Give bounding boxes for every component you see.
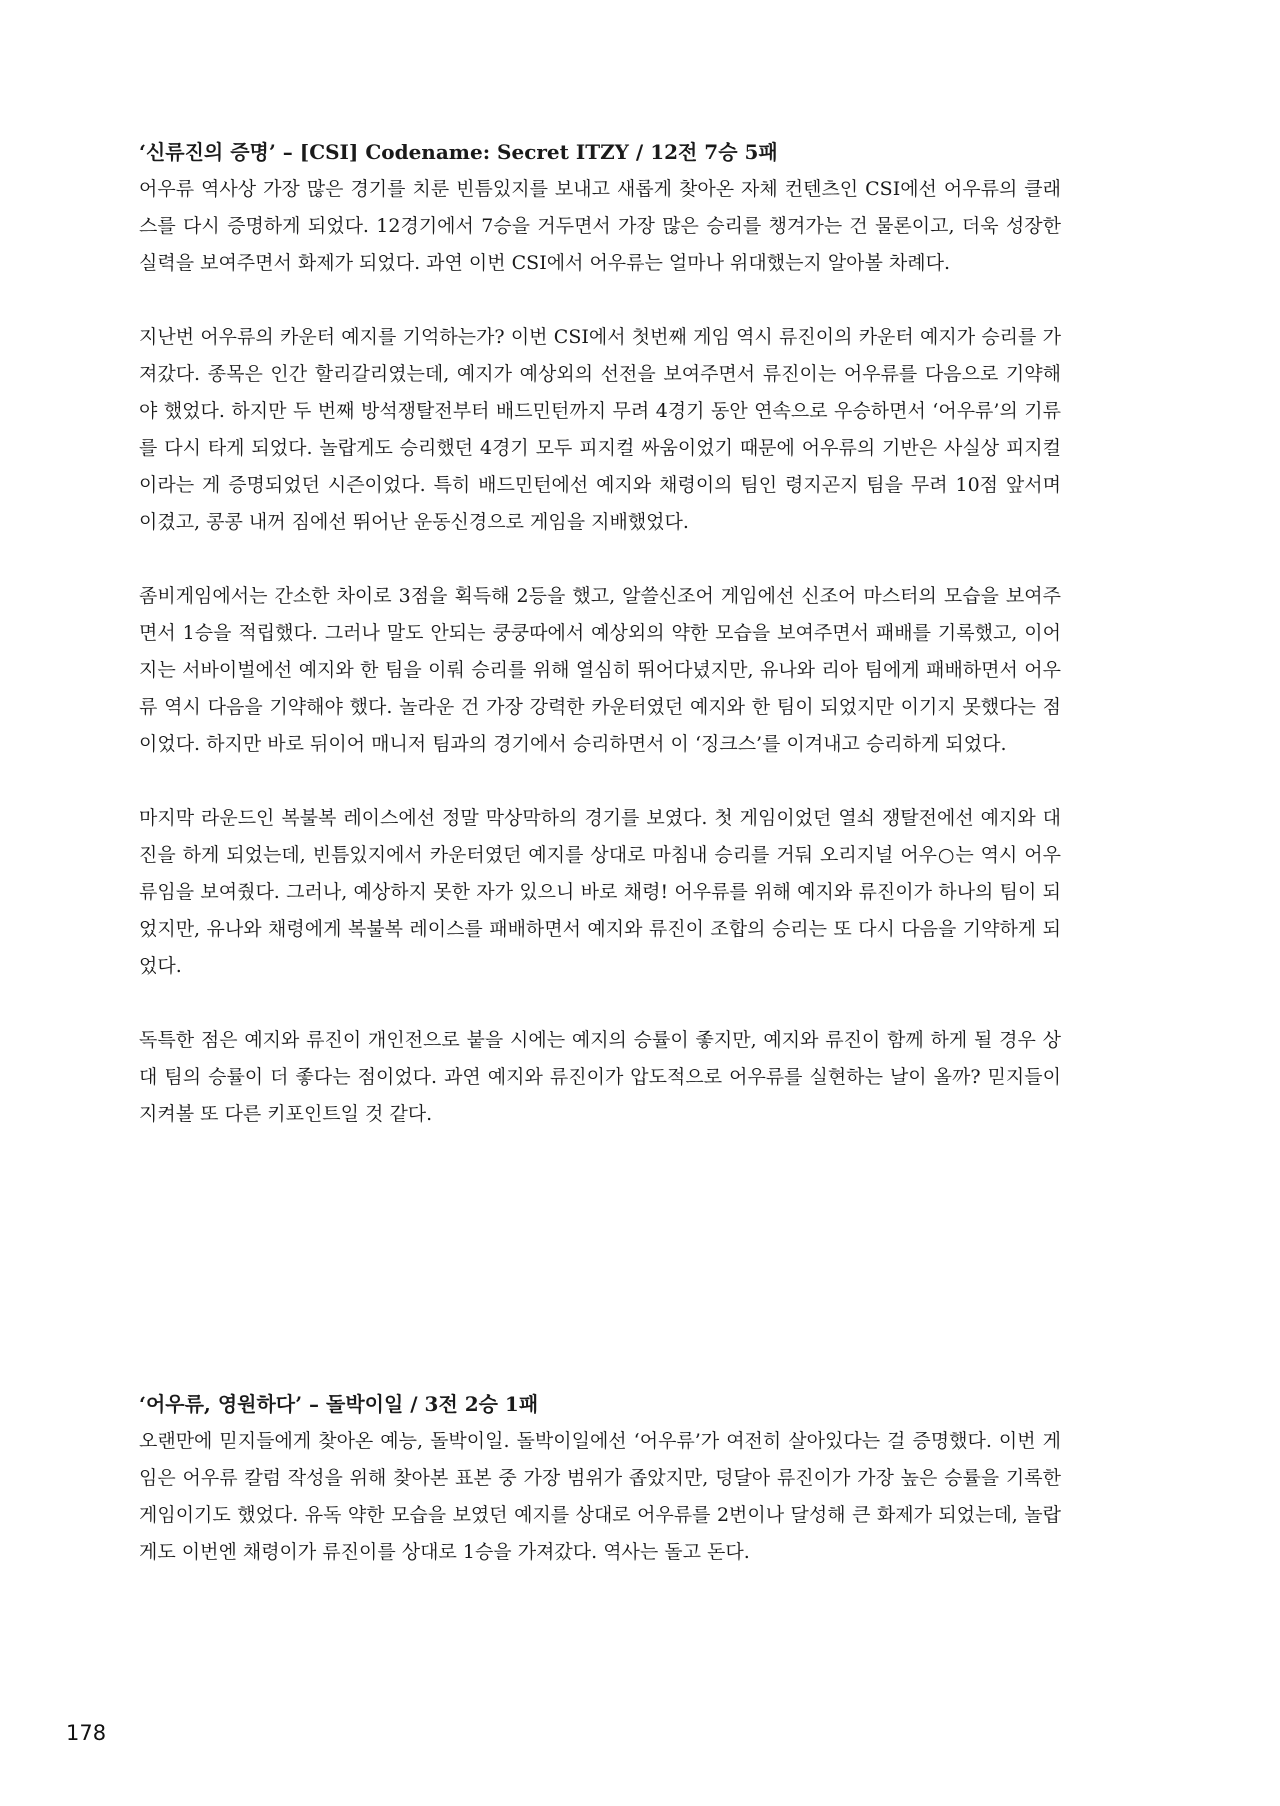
article-section-csi [139, 134, 1061, 1133]
paragraph-spacer [139, 763, 1061, 800]
page-number: 178 [66, 1721, 107, 1745]
paragraph-spacer [139, 985, 1061, 1022]
body-paragraph: 어우류 역사상 가장 많은 경기를 치룬 빈틈있지를 보내고 새롭게 찾아온 자체 컨텐츠인 CSI에선 어우류의 클래스를 다시 증명하게 되었다. 12경기에서 7승을 거두면서 가장 많은 승리를 챙겨가는 건 물론이고, 더욱 성장한 실력을 보여주면서 화제가 되었다. 과연 이번 CSI에서 어우류는 얼마나 위대했는지 알아볼 차례다. [139, 178, 1061, 274]
section-heading: ‘신류진의 증명’ – [CSI] Codename: Secret ITZY / 12전 7승 5패 [139, 140, 778, 164]
body-paragraph: 독특한 점은 예지와 류진이 개인전으로 붙을 시에는 예지의 승률이 좋지만, 예지와 류진이 함께 하게 될 경우 상대 팀의 승률이 더 좋다는 점이었다. 과연 예지와 류진이가 압도적으로 어우류를 실현하는 날이 올까? 믿지들이 지켜볼 또 다른 키포인트일 것 같다. [139, 1029, 1061, 1125]
paragraph-spacer [139, 541, 1061, 578]
body-paragraph: 좀비게임에서는 간소한 차이로 3점을 획득해 2등을 했고, 알쓸신조어 게임에선 신조어 마스터의 모습을 보여주면서 1승을 적립했다. 그러나 말도 안되는 쿵쿵따에서 예상외의 약한 모습을 보여주면서 패배를 기록했고, 이어지는 서바이벌에선 예지와 한 팀을 이뤄 승리를 위해 열심히 뛰어다녔지만, 유나와 리아 팀에게 패배하면서 어우류 역시 다음을 기약해야 했다. 놀라운 건 가장 강력한 카운터였던 예지와 한 팀이 되었지만 이기지 못했다는 점이었다. 하지만 바로 뒤이어 매니저 팀과의 경기에서 승리하면서 이 ‘징크스’를 이겨내고 승리하게 되었다. [139, 585, 1061, 755]
paragraph-spacer [139, 282, 1061, 319]
body-paragraph: 오랜만에 믿지들에게 찾아온 예능, 돌박이일. 돌박이일에선 ‘어우류’가 여전히 살아있다는 걸 증명했다. 이번 게임은 어우류 칼럼 작성을 위해 찾아본 표본 중 가장 범위가 좁았지만, 덩달아 류진이가 가장 높은 승률을 기록한 게임이기도 했었다. 유독 약한 모습을 보였던 예지를 상대로 어우류를 2번이나 달성해 큰 화제가 되었는데, 놀랍게도 이번엔 채령이가 류진이를 상대로 1승을 가져갔다. 역사는 돌고 돈다. [139, 1430, 1061, 1563]
section-heading: ‘어우류, 영원하다’ – 돌박이일 / 3전 2승 1패 [139, 1392, 539, 1416]
body-paragraph: 지난번 어우류의 카운터 예지를 기억하는가? 이번 CSI에서 첫번째 게임 역시 류진이의 카운터 예지가 승리를 가져갔다. 종목은 인간 할리갈리였는데, 예지가 예상외의 선전을 보여주면서 류진이는 어우류를 다음으로 기약해야 했었다. 하지만 두 번째 방석쟁탈전부터 배드민턴까지 무려 4경기 동안 연속으로 우승하면서 ‘어우류’의 기류를 다시 타게 되었다. 놀랍게도 승리했던 4경기 모두 피지컬 싸움이었기 때문에 어우류의 기반은 사실상 피지컬이라는 게 증명되었던 시즌이었다. 특히 배드민턴에선 예지와 채령이의 팀인 령지곤지 팀을 무려 10점 앞서며 이겼고, 콩콩 내꺼 짐에선 뛰어난 운동신경으로 게임을 지배했었다. [139, 326, 1061, 533]
body-paragraph: 마지막 라운드인 복불복 레이스에선 정말 막상막하의 경기를 보였다. 첫 게임이었던 열쇠 쟁탈전에선 예지와 대진을 하게 되었는데, 빈틈있지에서 카운터였던 예지를 상대로 마침내 승리를 거둬 오리지널 어우○는 역시 어우류임을 보여줬다. 그러나, 예상하지 못한 자가 있으니 바로 채령! 어우류를 위해 예지와 류진이가 하나의 팀이 되었지만, 유나와 채령에게 복불복 레이스를 패배하면서 예지와 류진이 조합의 승리는 또 다시 다음을 기약하게 되었다. [139, 807, 1061, 977]
article-section-dolbak [139, 1386, 1061, 1571]
